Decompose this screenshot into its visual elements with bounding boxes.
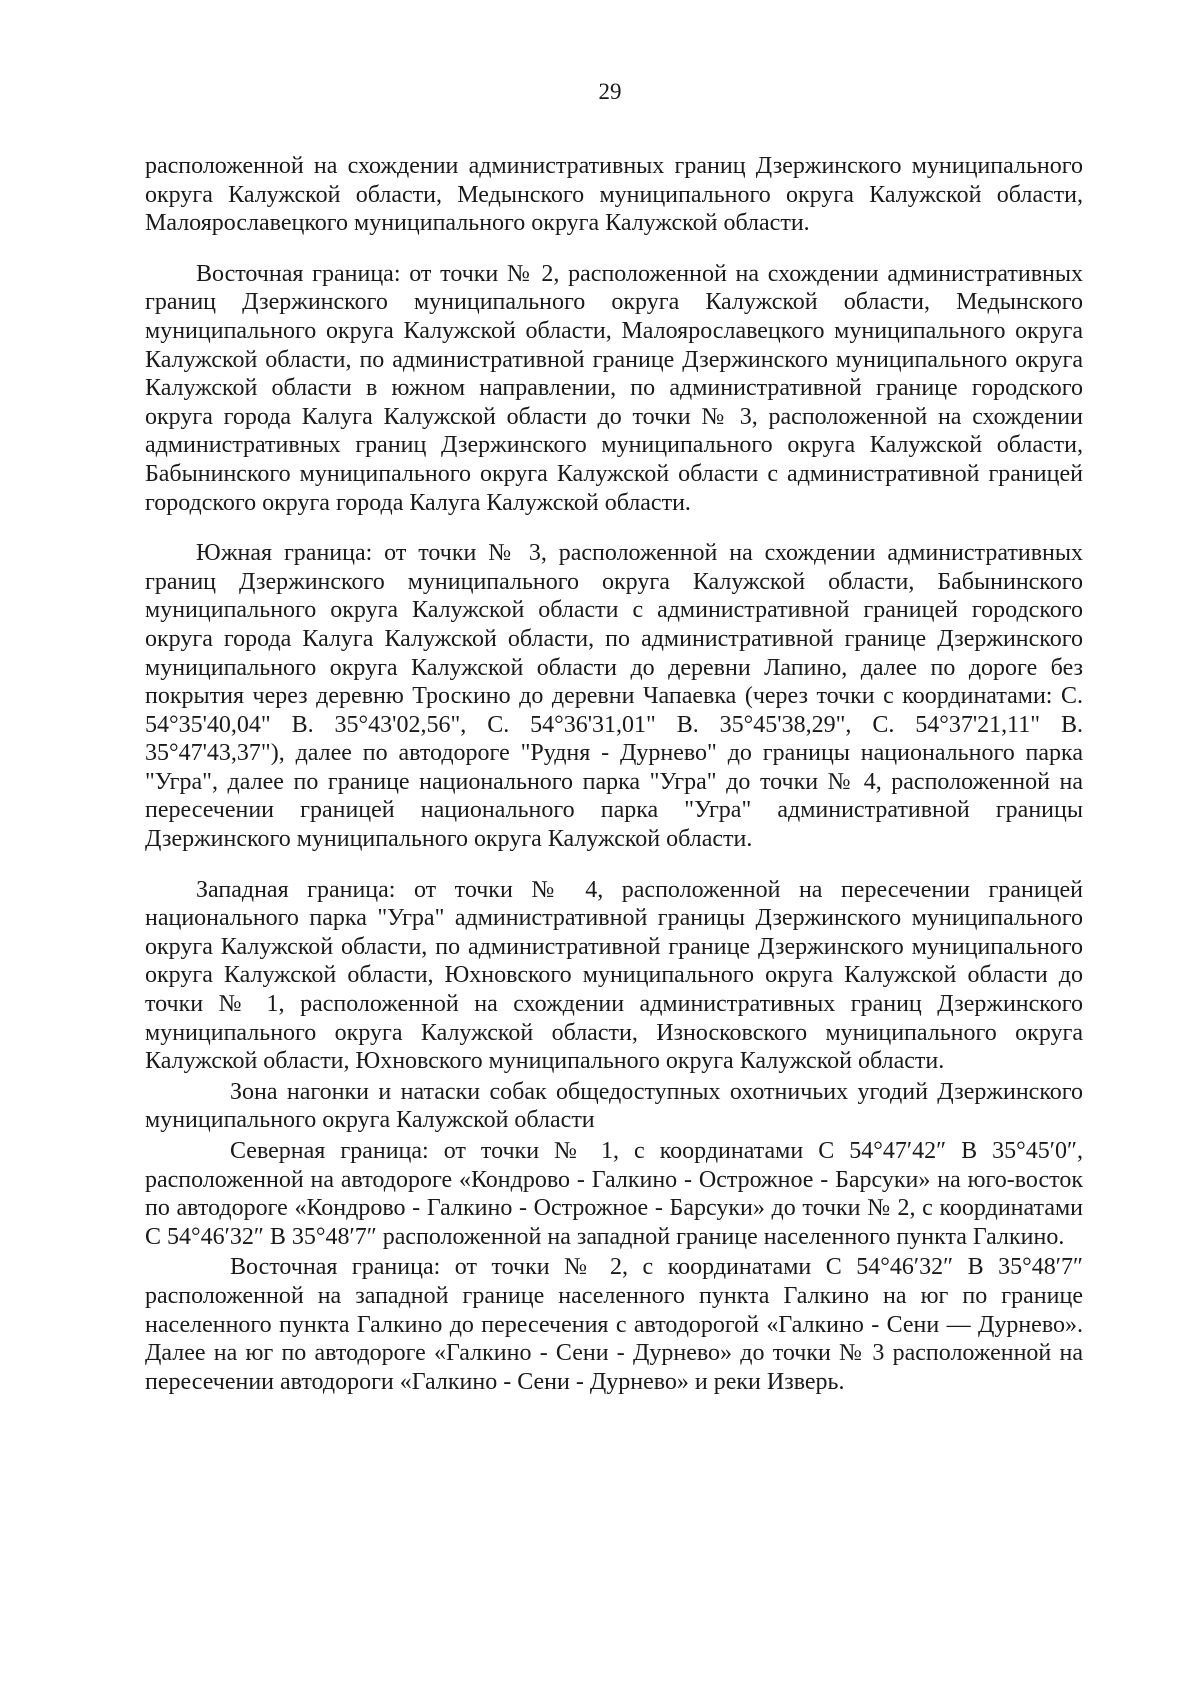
page-number: 29 <box>598 79 622 104</box>
paragraph-zone-heading: Зона нагонки и натаски собак общедоступных охотничьих угодий Дзержинского муниципального округа Калужской области <box>145 1078 1083 1134</box>
paragraph-zone-eastern-border: Восточная граница: от точки № 2, с координатами С 54°46′32″ В 35°48′7″ расположенной на западной границе населенного пункта Галкино на юг по границе населенного пункта Галкино до пересечения с автодорогой «Галкино - Сени — Дурнево». Далее на юг по автодороге «Галкино - Сени - Дурнево» до точки № 3 расположенной на пересечении автодороги «Галкино - Сени - Дурнево» и реки Изверь. <box>145 1254 1083 1395</box>
document-body <box>145 152 1083 1396</box>
paragraph-eastern-border: Восточная граница: от точки № 2, расположенной на схождении административных границ Дзержинского муниципального округа Калужской области, Медынского муниципального округа Калужской области, Малоярославецкого муниципального округа Калужской области, по административной границе Дзержинского муниципального округа Калужской области в южном направлении, по административной границе городского округа города Калуга Калужской области до точки № 3, расположенной на схождении административных границ Дзержинского муниципального округа Калужской области, Бабынинского муниципального округа Калужской области с административной границей городского округа города Калуга Калужской области. <box>145 260 1083 516</box>
paragraph-continuation: расположенной на схождении административных границ Дзержинского муниципального округа Калужской области, Медынского муниципального округа Калужской области, Малоярославецкого муниципального округа Калужской области. <box>145 153 1083 237</box>
paragraph-western-border: Западная граница: от точки № 4, расположенной на пересечении границей национального парка "Угра" административной границы Дзержинского муниципального округа Калужской области, по административной границе Дзержинского муниципального округа Калужской области, Юхновского муниципального округа Калужской области до точки № 1, расположенной на схождении административных границ Дзержинского муниципального округа Калужской области, Износковского муниципального округа Калужской области, Юхновского муниципального округа Калужской области. <box>145 876 1083 1075</box>
paragraph-zone-northern-border: Северная граница: от точки № 1, с координатами С 54°47′42″ В 35°45′0″, расположенной на автодороге «Кондрово - Галкино - Острожное - Барсуки» на юго-восток по автодороге «Кондрово - Галкино - Острожное - Барсуки» до точки № 2, с координатами С 54°46′32″ В 35°48′7″ расположенной на западной границе населенного пункта Галкино. <box>145 1138 1083 1250</box>
paragraph-southern-border: Южная граница: от точки № 3, расположенной на схождении административных границ Дзержинского муниципального округа Калужской области, Бабынинского муниципального округа Калужской области с административной границей городского округа города Калуга Калужской области, по административной границе Дзержинского муниципального округа Калужской области до деревни Лапино, далее по дороге без покрытия через деревню Троскино до деревни Чапаевка (через точки с координатами: С. 54°35'40,04" В. 35°43'02,56", С. 54°36'31,01" В. 35°45'38,29", С. 54°37'21,11" В. 35°47'43,37"), далее по автодороге "Рудня - Дурнево" до границы национального парка "Угра", далее по границе национального парка "Угра" до точки № 4, расположенной на пересечении границей национального парка "Угра" административной границы Дзержинского муниципального округа Калужской области. <box>145 540 1083 853</box>
